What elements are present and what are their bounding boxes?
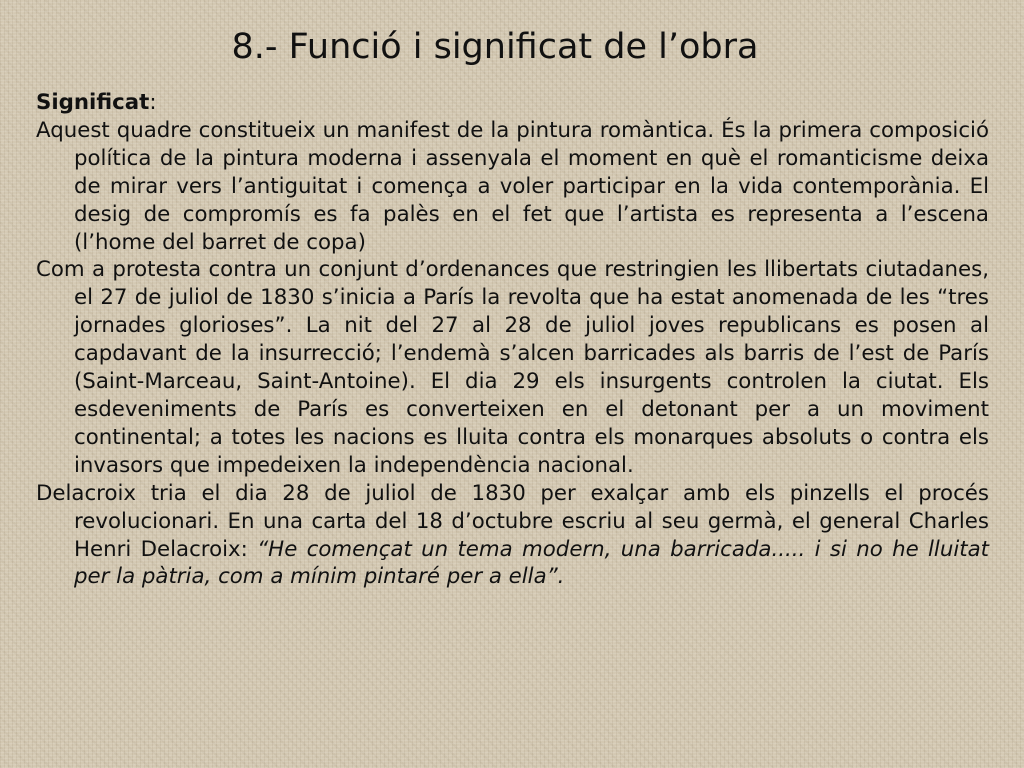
slide-body — [36, 89, 989, 591]
section-heading-label: Significat — [36, 90, 150, 115]
section-heading-colon: : — [149, 90, 157, 115]
paragraph-delacroix-letter-text: Delacroix tria el dia 28 de juliol de 1830 per exalçar amb els pinzells el procés revolucionari. En una carta del 18 d’octubre escriu al seu germà, el general Charles Henri Delacroix: — [36, 480, 989, 562]
paragraph-delacroix-letter — [36, 480, 989, 592]
section-heading — [36, 89, 989, 117]
paragraph-historical-context: Com a protesta contra un conjunt d’ordenances que restringien les llibertats ciutadanes, el 27 de juliol de 1830 s’inicia a París la revolta que ha estat anomenada de les “tres jornades glorioses”. La nit del 27 al 28 de juliol joves republicans es posen al capdavant de la insurrecció; l’endemà s’alcen barricades als barris de l’est de París (Saint-Marceau, Saint-Antoine). El dia 29 els insurgents controlen la ciutat. Els esdeveniments de París es converteixen en el detonant per a un moviment continental; a totes les nacions es lluita contra els monarques absoluts o contra els invasors que impedeixen la independència nacional. — [36, 257, 989, 478]
delacroix-quote: “He començat un tema modern, una barricada..... i si no he lluitat per la pàtria, com a mínim pintaré per a ella”. — [74, 536, 989, 590]
paragraph-significance: Aquest quadre constitueix un manifest de la pintura romàntica. És la primera composició política de la pintura moderna i assenyala el moment en què el romanticisme deixa de mirar vers l’antiguitat i comença a voler participar en la vida contemporània. El desig de compromís es fa palès en el fet que l’artista es representa a l’escena (l’home del barret de copa) — [36, 117, 989, 255]
slide-title: 8.- Funció i significat de l’obra — [231, 27, 759, 67]
